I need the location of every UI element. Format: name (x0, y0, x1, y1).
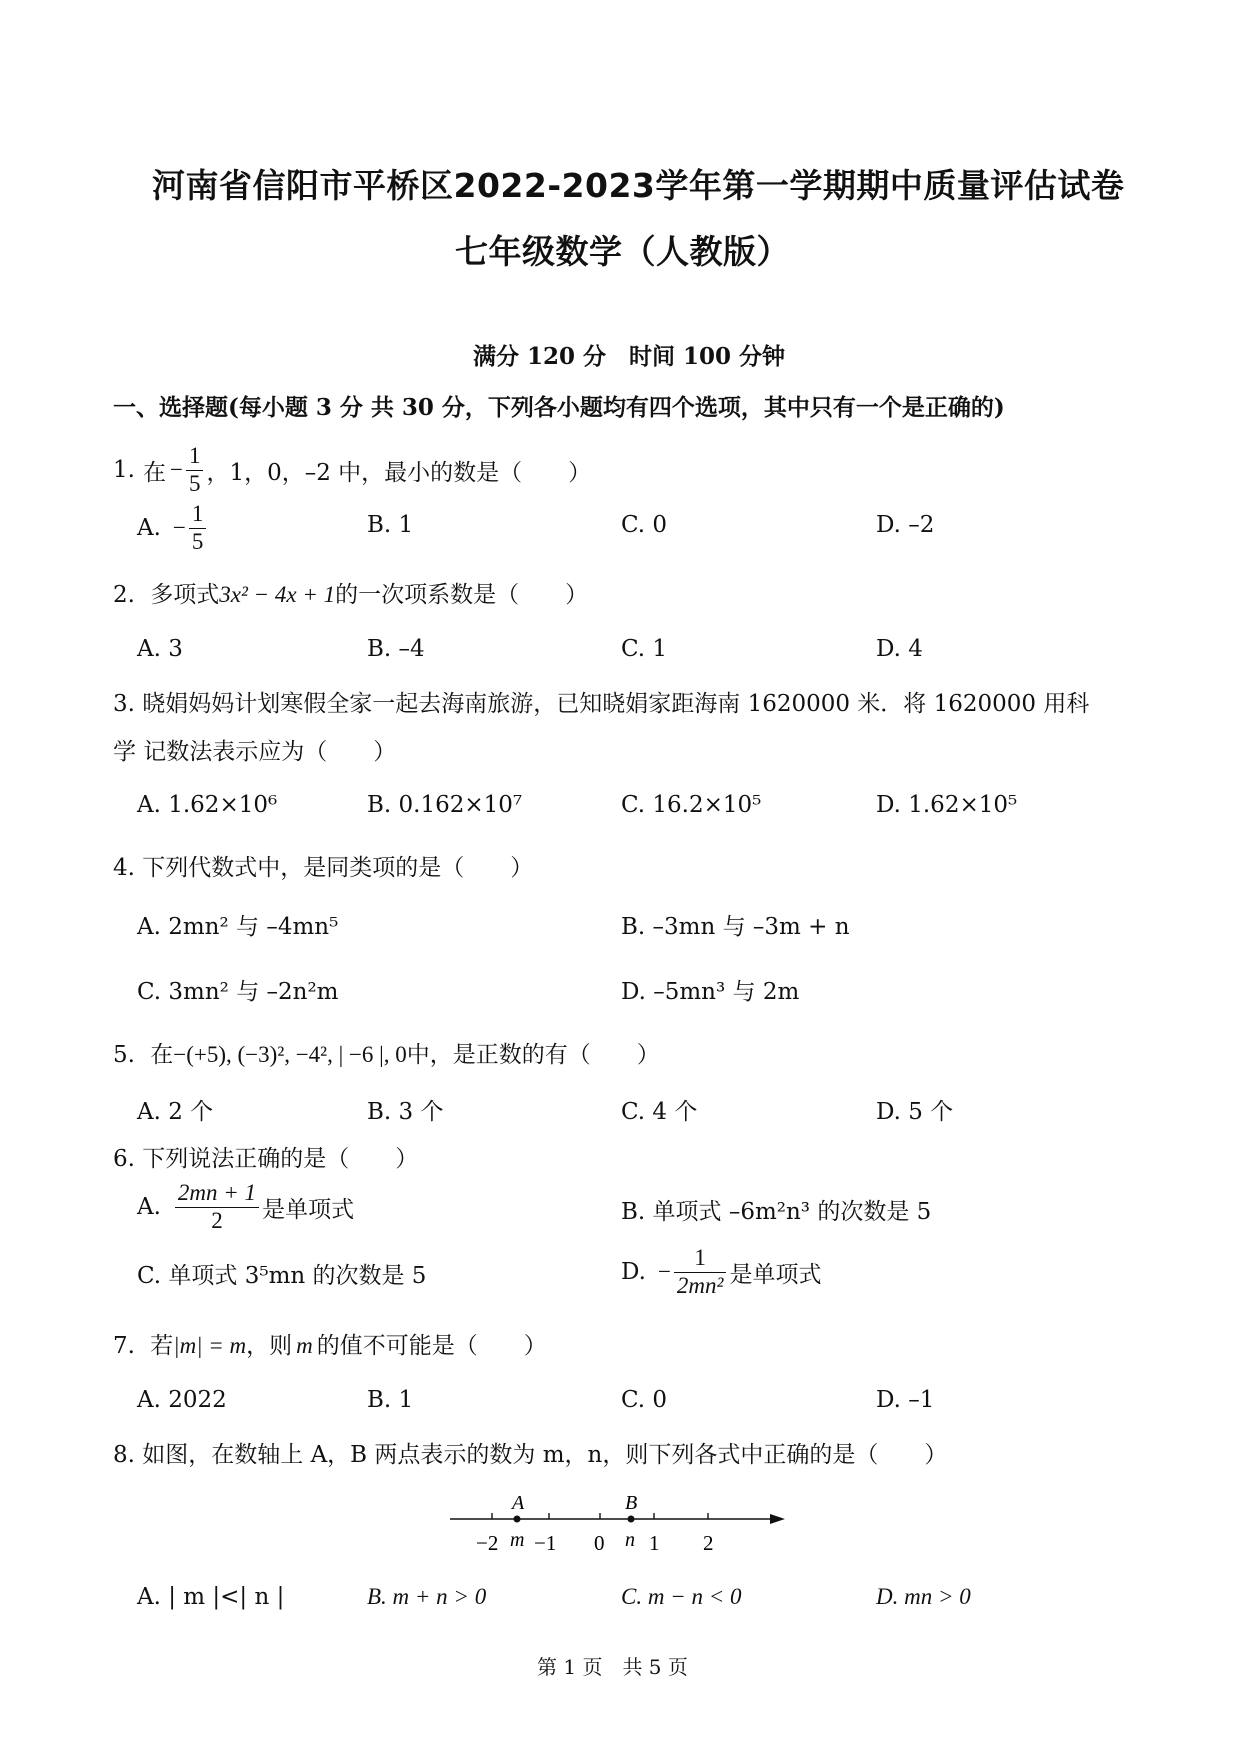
variable-m: m (296, 1333, 313, 1358)
option-b[interactable]: B. 1 (367, 1387, 414, 1413)
option-label: A. (137, 515, 161, 541)
page-title: 河南省信阳市平桥区2022-2023学年第一学期期中质量评估试卷 (152, 166, 1125, 205)
option-b[interactable]: B. m + n > 0 (367, 1584, 487, 1609)
minus-sign: − (657, 1259, 671, 1284)
point-b (628, 1516, 635, 1523)
question-text-post: 中，是正数的有（ ） (406, 1042, 660, 1068)
question-number: 5. (113, 1042, 135, 1068)
question-text-mid: ，则 (246, 1333, 293, 1359)
option-a[interactable]: A. 3 (137, 636, 183, 662)
tick-label: 0 (594, 1531, 605, 1555)
question-number: 7. (113, 1333, 135, 1359)
option-a[interactable]: A. 2 个 (137, 1099, 214, 1125)
question-text-pre: 多项式 (150, 582, 220, 608)
tick-label: −2 (476, 1531, 499, 1555)
fraction-denominator: 5 (191, 528, 204, 554)
option-a[interactable] (137, 1176, 354, 1238)
question-5 (113, 1036, 660, 1069)
tick-label: 1 (649, 1531, 660, 1555)
page-footer: 第 1 页 共 5 页 (537, 1655, 688, 1679)
exam-meta: 满分 120 分 时间 100 分钟 (473, 343, 786, 370)
section-heading-choice: 一、选择题(每小题 3 分 共 30 分，下列各小题均有四个选项，其中只有一个是正确的) (113, 394, 1005, 421)
question-text-pre: 若 (150, 1333, 174, 1359)
option-label: A. (137, 1194, 161, 1220)
option-a[interactable]: A. | m |<| n | (137, 1584, 285, 1610)
question-text-post: 的一次项系数是（ ） (335, 582, 589, 608)
fraction-denominator: 5 (188, 470, 201, 496)
question-text-post: 的值不可能是（ ） (316, 1333, 547, 1359)
polynomial-expression: 3x² − 4x + 1 (219, 582, 336, 607)
question-text-pre: 在 (142, 459, 166, 486)
option-d[interactable]: D. 1.62×10⁵ (876, 792, 1018, 818)
option-a[interactable]: A. 2022 (137, 1387, 227, 1413)
question-2 (113, 576, 588, 609)
option-d[interactable]: D. 4 (876, 636, 923, 662)
point-b-label: B (625, 1492, 638, 1514)
minus-sign: − (169, 457, 183, 482)
fraction (175, 1180, 259, 1234)
fraction-numerator: 1 (186, 443, 204, 470)
option-d[interactable]: D. –5mn³ 与 2m (621, 979, 800, 1005)
point-a-label: A (512, 1492, 525, 1514)
option-b[interactable]: B. 0.162×10⁷ (367, 792, 523, 818)
option-text: 是单项式 (729, 1261, 822, 1288)
tick-label: 2 (703, 1531, 714, 1555)
fraction-numerator: 1 (674, 1245, 727, 1272)
point-n-label: n (625, 1529, 635, 1551)
option-b[interactable]: B. 3 个 (367, 1099, 444, 1125)
option-a[interactable] (137, 498, 209, 558)
number-line-figure (440, 1484, 790, 1564)
option-b[interactable]: B. 1 (367, 512, 414, 538)
option-c[interactable]: C. 单项式 3⁵mn 的次数是 5 (137, 1263, 427, 1289)
fraction-denominator: 2mn² (676, 1272, 724, 1298)
option-b[interactable]: B. 单项式 –6m²n³ 的次数是 5 (621, 1199, 932, 1225)
option-a[interactable]: A. 2mn² 与 –4mn⁵ (137, 914, 339, 940)
option-c[interactable]: C. 16.2×10⁵ (621, 792, 762, 818)
option-b[interactable]: B. –4 (367, 636, 425, 662)
fraction-numerator: 1 (189, 501, 207, 528)
minus-sign: − (172, 515, 186, 540)
point-a (514, 1516, 521, 1523)
option-c[interactable]: C. 3mn² 与 –2n²m (137, 979, 339, 1005)
option-c[interactable]: C. m − n < 0 (621, 1584, 742, 1609)
tick-label: −1 (534, 1531, 557, 1555)
point-m-label: m (510, 1529, 525, 1551)
question-3-line-1: 3. 晓娟妈妈计划寒假全家一起去海南旅游，已知晓娟家距海南 1620000 米．将 1620000 用科 (113, 691, 1090, 717)
option-d[interactable] (621, 1240, 821, 1304)
option-d[interactable]: D. –1 (876, 1387, 935, 1413)
question-7 (113, 1327, 547, 1360)
axis-arrow-icon (770, 1514, 785, 1524)
option-a[interactable]: A. 1.62×10⁶ (137, 792, 278, 818)
fraction-denominator: 2 (211, 1207, 223, 1233)
option-c[interactable]: C. 0 (621, 512, 668, 538)
question-text-post: ，1，0，–2 中，最小的数是（ ） (206, 459, 592, 486)
fraction (186, 443, 204, 497)
absolute-value-expression: |m| = m (173, 1333, 247, 1358)
question-1 (113, 440, 591, 500)
option-d[interactable]: D. 5 个 (876, 1099, 954, 1125)
option-c[interactable]: C. 4 个 (621, 1099, 698, 1125)
question-number: 2. (113, 582, 135, 608)
question-8: 8. 如图，在数轴上 A，B 两点表示的数为 m，n，则下列各式中正确的是（ ） (113, 1442, 948, 1468)
fraction (189, 501, 207, 555)
option-c[interactable]: C. 1 (621, 636, 668, 662)
number-list-expression: −(+5), (−3)², −4², | −6 |, 0 (173, 1042, 407, 1067)
question-4: 4. 下列代数式中，是同类项的是（ ） (113, 855, 534, 881)
option-d[interactable]: D. mn > 0 (876, 1584, 971, 1609)
question-3-line-2: 学 记数法表示应为（ ） (113, 739, 397, 765)
question-text-pre: 在 (150, 1042, 174, 1068)
question-number: 1. (113, 457, 135, 483)
fraction (674, 1245, 727, 1299)
fraction-numerator: 2mn + 1 (175, 1180, 259, 1207)
option-c[interactable]: C. 0 (621, 1387, 668, 1413)
page-subtitle: 七年级数学（人教版） (455, 232, 790, 271)
option-b[interactable]: B. –3mn 与 –3m + n (621, 914, 850, 940)
option-d[interactable]: D. –2 (876, 512, 935, 538)
question-6: 6. 下列说法正确的是（ ） (113, 1146, 419, 1172)
option-text: 是单项式 (262, 1196, 355, 1223)
option-label: D. (621, 1259, 646, 1285)
